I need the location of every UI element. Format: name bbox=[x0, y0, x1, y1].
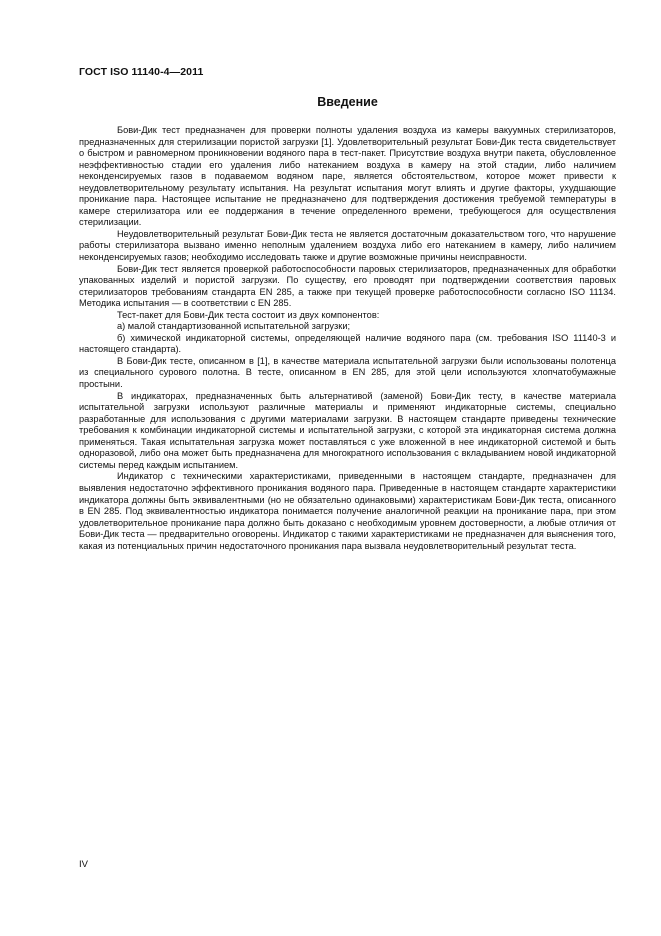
paragraph: Бови-Дик тест предназначен для проверки полноты удаления воздуха из камеры вакуумных стерилизаторов, предназначенных для стерилизации пористой загрузки [1]. Удовлетворительный результат Бови-Дик теста свидетельствует о быстром и равномерном проникновении водяного пара в тест-пакет. Присутствие воздуха внутри пакета, обусловленное неэффективностью стадии его удаления либо натеканием воздуха в камеру на этой стадии, либо наличием неконденсируемых газов в подаваемом водяном паре, является обстоятельством, которое может привести к неудовлетворительному результату испытания. На результат испытания могут влиять и другие факторы, ухудшающие проникание пара. Настоящее испытание не предназначено для подтверждения достижения требуемой температуры в камере стерилизатора или ее поддержания в течение определенного времени, требующегося для осуществления стерилизации. bbox=[79, 125, 616, 228]
paragraph: Индикатор с техническими характеристиками, приведенными в настоящем стандарте, предназначен для выявления недостаточно эффективного проникания водяного пара. Приведенные в настоящем стандарте характеристики индикатора должны быть эквивалентными (но не обязательно одинаковыми) характеристикам Бови-Дик теста, описанного в EN 285. Под эквивалентностью индикатора понимается получение аналогичной реакции на проникание пара, при этом удовлетворительное проникание пара должно быть доказано с необходимым уровнем достоверности, а любые отличия от Бови-Дик теста — предварительно оговорены. Индикатор с такими характеристиками не предназначен для выяснения того, какая из потенциальных причин недостаточного проникания пара вызвала неудовлетворительный результат теста. bbox=[79, 471, 616, 551]
list-item: б) химической индикаторной системы, определяющей наличие водяного пара (см. требования ISO 11140-3 и настоящего стандарта). bbox=[79, 332, 616, 355]
body-text bbox=[79, 125, 616, 552]
paragraph: В индикаторах, предназначенных быть альтернативой (заменой) Бови-Дик тесту, в качестве материала испытательной загрузки используют различные материалы и применяют индикаторные системы, специально разработанные для использования с другими материалами загрузки. В настоящем стандарте приведены технические требования к комбинации индикаторной системы и испытательной загрузки, с которой эта индикаторная система должна применяться. Такая испытательная загрузка может поставляться с уже вложенной в нее индикаторной системой и быть одноразовой, либо она может быть предназначена для многократного использования с вкладыванием новой индикаторной системы перед каждым испытанием. bbox=[79, 390, 616, 470]
paragraph: В Бови-Дик тесте, описанном в [1], в качестве материала испытательной загрузки были использованы полотенца из специального сурового полотна. В тесте, описанном в EN 285, для этой цели используются хлопчатобумажные простыни. bbox=[79, 355, 616, 390]
list-item: а) малой стандартизованной испытательной загрузки; bbox=[117, 321, 351, 332]
section-title: Введение bbox=[317, 95, 378, 109]
paragraph: Бови-Дик тест является проверкой работоспособности паровых стерилизаторов, предназначенных для обработки упакованных изделий и пористой загрузки. По существу, его проводят при подтверждении соответствия паровых стерилизаторов требованиям стандарта EN 285, а также при текущей проверке работоспособности согласно ISO 11134. Методика испытания — в соответствии с EN 285. bbox=[79, 263, 616, 309]
paragraph: Тест-пакет для Бови-Дик теста состоит из двух компонентов: bbox=[117, 309, 380, 320]
paragraph: Неудовлетворительный результат Бови-Дик теста не является достаточным доказательством того, что нарушение работы стерилизатора вызвано именно неполным удалением воздуха либо его натеканием в камеру, либо наличием неконденсируемых газов; необходимо исследовать также и другие возможные причины неисправности. bbox=[79, 228, 616, 263]
standard-code: ГОСТ ISO 11140-4—2011 bbox=[79, 66, 204, 78]
page-number: IV bbox=[79, 859, 88, 870]
